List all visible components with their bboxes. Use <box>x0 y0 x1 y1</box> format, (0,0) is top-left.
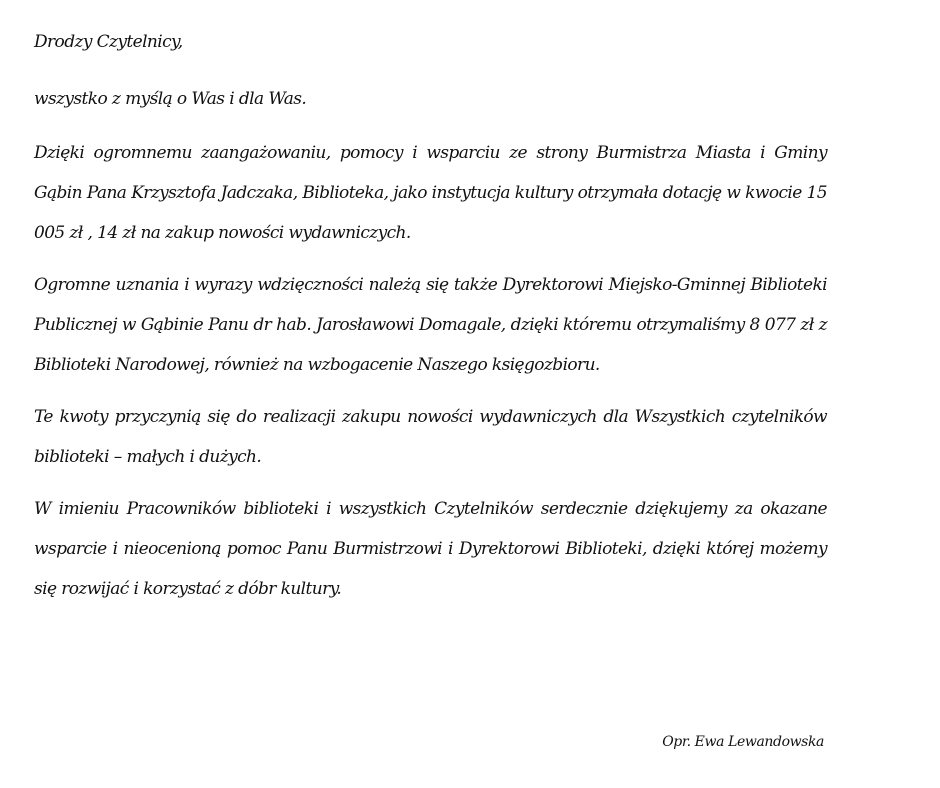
tagline: wszystko z myślą o Was i dla Was. <box>34 89 307 109</box>
paragraph-funding-mayor: Dzięki ogromnemu zaangażowaniu, pomocy i wsparciu ze strony Burmistrza Miasta i Gminy Gąbin Pana Krzysztofa Jadczaka, Biblioteka, jako instytucja kultury otrzymała dotację w kwocie 15 005 zł , 14 zł na zakup nowości wydawniczych. <box>34 143 827 243</box>
paragraph-gap <box>34 385 827 397</box>
letter-body <box>34 26 827 609</box>
signature: Opr. Ewa Lewandowska <box>662 734 824 750</box>
paragraph-closing-thanks: W imieniu Pracowników biblioteki i wszystkich Czytelników serdecznie dziękujemy za okazane wsparcie i nieocenioną pomoc Panu Burmistrzowi i Dyrektorowi Biblioteki, dzięki której możemy się rozwijać i korzystać z dóbr kultury. <box>34 499 827 599</box>
paragraph-gap <box>34 477 827 489</box>
greeting: Drodzy Czytelnicy, <box>34 32 183 52</box>
paragraph-purchase: Te kwoty przyczynią się do realizacji zakupu nowości wydawniczych dla Wszystkich czytelników biblioteki – małych i dużych. <box>34 407 827 467</box>
paragraph-gap <box>34 253 827 265</box>
paragraph-thanks-director: Ogromne uznania i wyrazy wdzięczności należą się także Dyrektorowi Miejsko-Gminnej Biblioteki Publicznej w Gąbinie Panu dr hab. Jarosławowi Domagale, dzięki któremu otrzymaliśmy 8 077 zł z Biblioteki Narodowej, również na wzbogacenie Naszego księgozbioru. <box>34 275 827 375</box>
